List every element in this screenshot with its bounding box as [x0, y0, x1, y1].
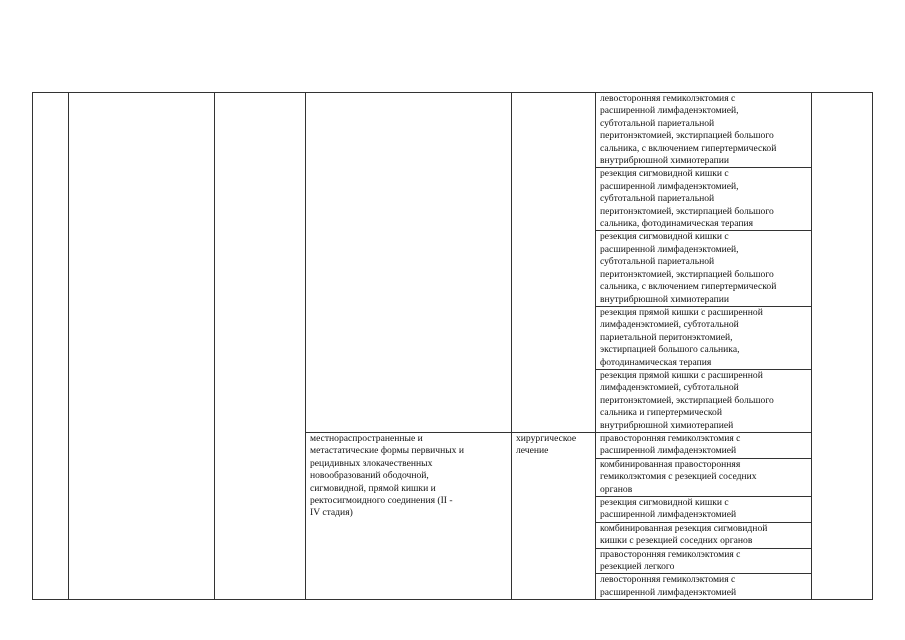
- procedure-text: резекция сигмовидной кишки с расширенной лимфаденэктомией: [600, 497, 737, 521]
- procedure-cell: [596, 168, 812, 231]
- procedure-text: комбинированная правосторонняя гемиколэктомия с резекцией соседних органов: [600, 458, 757, 495]
- procedure-cell: [596, 93, 812, 168]
- treatment-cell: [512, 432, 596, 599]
- procedure-cell: [596, 369, 812, 432]
- col-extra-cell: [812, 93, 873, 600]
- diagnosis-text: местнораспространенные и метастатические формы первичных и рецидивных злокачественных новообразований ободочной, сигмовидной, прямой кишки и ректосигмоидного соединения (II - IV стадия): [310, 432, 465, 519]
- procedure-cell: [596, 574, 812, 600]
- procedure-text: резекция сигмовидной кишки с расширенной лимфаденэктомией, субтотальной париетальной перитонэктомией, экстирпацией большого сальника, с включением гипертермической внутрибрюшной химиотерапии: [600, 231, 777, 305]
- treatment-text: хирургическое лечение: [516, 432, 577, 457]
- procedure-cell: [596, 497, 812, 523]
- procedure-text: резекция прямой кишки с расширенной лимфаденэктомией, субтотальной перитонэктомией, экстирпацией большого сальника и гипертермической внутрибрюшной химиотерапией: [600, 369, 774, 431]
- procedure-text: резекция прямой кишки с расширенной лимфаденэктомией, субтотальной париетальной перитонэктомией, экстирпацией большого сальника, фотодинамическая терапия: [600, 306, 763, 368]
- diagnosis-cell: [306, 432, 512, 599]
- procedure-cell: [596, 231, 812, 306]
- table-row: [33, 93, 873, 168]
- procedure-cell: [596, 306, 812, 369]
- procedure-text: правосторонняя гемиколэктомия с резекцией легкого: [600, 548, 741, 573]
- col-profile-cell: [69, 93, 215, 600]
- procedure-cell: [596, 522, 812, 548]
- procedure-text: левосторонняя гемиколэктомия с расширенной лимфаденэктомией, субтотальной париетальной перитонэктомией, экстирпацией большого сальника, с включением гипертермической внутрибрюшной химиотерапии: [600, 93, 777, 167]
- col-index-cell: [33, 93, 69, 600]
- procedures-table: [32, 92, 873, 600]
- diagnosis-cell-empty: [306, 93, 512, 433]
- procedure-cell: [596, 458, 812, 496]
- procedure-text: резекция сигмовидной кишки с расширенной лимфаденэктомией, субтотальной париетальной перитонэктомией, экстирпацией большого сальника, фотодинамическая терапия: [600, 168, 774, 230]
- procedure-cell: [596, 548, 812, 574]
- col-code-cell: [215, 93, 306, 600]
- procedure-text: левосторонняя гемиколэктомия с расширенной лимфаденэктомией: [600, 574, 737, 598]
- procedure-text: комбинированная резекция сигмовидной кишки с резекцией соседних органов: [600, 522, 768, 547]
- procedure-text: правосторонняя гемиколэктомия с расширенной лимфаденэктомией: [600, 432, 741, 457]
- treatment-cell-empty: [512, 93, 596, 433]
- procedure-cell: [596, 432, 812, 458]
